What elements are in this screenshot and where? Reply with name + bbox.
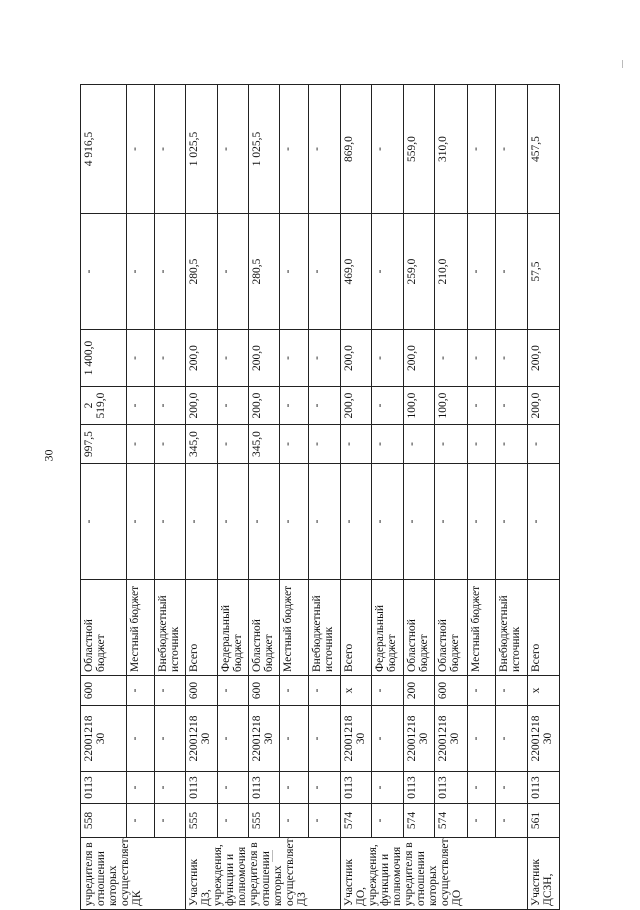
cell-vr: -: [280, 676, 308, 706]
cell-col-2025: -: [467, 214, 495, 330]
cell-col-2023: -: [217, 387, 248, 425]
cell-grbs: 561: [528, 804, 560, 838]
cell-participant: Участник ДСЗН,: [528, 838, 560, 910]
cell-vr: -: [126, 676, 154, 706]
cell-rzpr: 0113: [528, 772, 560, 804]
cell-csr: 22001218 30: [81, 706, 127, 772]
cell-grbs: -: [280, 804, 308, 838]
table-row: [217, 85, 248, 910]
cell-vr: -: [467, 676, 495, 706]
cell-vr: 600: [81, 676, 127, 706]
cell-col-2023: 2 519,0: [81, 387, 127, 425]
cell-vr: -: [154, 676, 185, 706]
cell-vr: -: [495, 676, 528, 706]
cell-grbs: 555: [248, 804, 279, 838]
cell-col-2022: 997,5: [81, 425, 127, 464]
cell-csr: 22001218 30: [403, 706, 434, 772]
cell-col-total: -: [217, 85, 248, 214]
cell-csr: 22001218 30: [186, 706, 217, 772]
cell-col-2022: -: [372, 425, 403, 464]
cell-col-total: 4 916,5: [81, 85, 127, 214]
cell-source: Всего: [528, 580, 560, 676]
cell-col-2025: 280,5: [248, 214, 279, 330]
cell-rzpr: 0113: [341, 772, 372, 804]
cell-col-total: -: [372, 85, 403, 214]
cell-col-2025: 280,5: [186, 214, 217, 330]
cell-grbs: -: [217, 804, 248, 838]
cell-col-2023: -: [308, 387, 341, 425]
cell-csr: -: [372, 706, 403, 772]
cell-vr: 600: [435, 676, 468, 706]
cell-col-total: -: [154, 85, 185, 214]
cell-col-2021: -: [435, 464, 468, 580]
cell-rzpr: -: [495, 772, 528, 804]
cell-vr: 600: [186, 676, 217, 706]
cell-col-2021: -: [81, 464, 127, 580]
cell-csr: -: [308, 706, 341, 772]
cell-csr: 22001218 30: [528, 706, 560, 772]
rotated-table-container: [80, 85, 560, 910]
table-row: [81, 85, 127, 910]
cell-source: Федеральный бюджет: [217, 580, 248, 676]
cell-rzpr: 0113: [248, 772, 279, 804]
cell-source: Внебюджетный источник: [495, 580, 528, 676]
cell-rzpr: -: [467, 772, 495, 804]
cell-grbs: -: [372, 804, 403, 838]
cell-col-2021: -: [495, 464, 528, 580]
cell-col-2023: -: [154, 387, 185, 425]
cell-csr: -: [154, 706, 185, 772]
cell-rzpr: 0113: [186, 772, 217, 804]
cell-col-2021: -: [186, 464, 217, 580]
cell-col-2022: 345,0: [248, 425, 279, 464]
cell-col-2024: -: [126, 330, 154, 387]
cell-col-total: -: [495, 85, 528, 214]
cell-grbs: -: [495, 804, 528, 838]
cell-col-2022: -: [280, 425, 308, 464]
cell-col-2021: -: [248, 464, 279, 580]
cell-col-2021: -: [403, 464, 434, 580]
cell-vr: -: [308, 676, 341, 706]
cell-csr: 22001218 30: [248, 706, 279, 772]
table-row: [280, 85, 308, 910]
cell-col-2022: -: [126, 425, 154, 464]
cell-csr: 22001218 30: [341, 706, 372, 772]
cell-col-2024: -: [154, 330, 185, 387]
cell-col-2025: -: [217, 214, 248, 330]
table-row: [495, 85, 528, 910]
table-row: [154, 85, 185, 910]
cell-vr: -: [372, 676, 403, 706]
cell-grbs: -: [467, 804, 495, 838]
table-row: [467, 85, 495, 910]
cell-participant: учредителя в отношении которых осуществляет ДК: [81, 838, 186, 910]
cell-col-2022: -: [467, 425, 495, 464]
cell-participant: Участник ДЗ, учреждения, функции и полномочия учредителя в отношении которых осуществляет ДЗ: [186, 838, 341, 910]
cell-source: Областной бюджет: [248, 580, 279, 676]
cell-vr: x: [341, 676, 372, 706]
cell-source: Областной бюджет: [403, 580, 434, 676]
cell-col-total: 457,5: [528, 85, 560, 214]
cell-col-2023: 200,0: [341, 387, 372, 425]
cell-col-2025: 259,0: [403, 214, 434, 330]
cell-rzpr: -: [280, 772, 308, 804]
cell-source: Местный бюджет: [467, 580, 495, 676]
cell-col-2021: -: [467, 464, 495, 580]
cell-col-2024: -: [308, 330, 341, 387]
cell-col-2023: 200,0: [248, 387, 279, 425]
cell-source: Внебюджетный источник: [308, 580, 341, 676]
cell-vr: -: [217, 676, 248, 706]
cell-col-2021: -: [154, 464, 185, 580]
table-row: [435, 85, 468, 910]
cell-col-2022: -: [403, 425, 434, 464]
cell-col-2021: -: [126, 464, 154, 580]
scan-artifact: [622, 60, 623, 68]
cell-col-2025: -: [372, 214, 403, 330]
cell-col-2022: -: [495, 425, 528, 464]
cell-grbs: 574: [403, 804, 434, 838]
cell-col-total: 559,0: [403, 85, 434, 214]
cell-col-total: -: [467, 85, 495, 214]
cell-grbs: 555: [186, 804, 217, 838]
table-row: [308, 85, 341, 910]
cell-rzpr: -: [217, 772, 248, 804]
cell-col-2022: 345,0: [186, 425, 217, 464]
cell-rzpr: -: [308, 772, 341, 804]
cell-col-2024: 200,0: [403, 330, 434, 387]
cell-grbs: 558: [81, 804, 127, 838]
cell-csr: -: [217, 706, 248, 772]
table-row: [372, 85, 403, 910]
cell-source: Областной бюджет: [435, 580, 468, 676]
cell-col-2021: -: [280, 464, 308, 580]
cell-col-2023: -: [467, 387, 495, 425]
cell-col-2025: -: [280, 214, 308, 330]
cell-col-2023: 200,0: [528, 387, 560, 425]
cell-col-2025: -: [126, 214, 154, 330]
cell-rzpr: -: [126, 772, 154, 804]
cell-col-2024: -: [495, 330, 528, 387]
table-row: [248, 85, 279, 910]
cell-source: Местный бюджет: [280, 580, 308, 676]
cell-col-2023: -: [280, 387, 308, 425]
cell-col-2024: -: [217, 330, 248, 387]
cell-col-2024: 200,0: [341, 330, 372, 387]
cell-col-2025: 210,0: [435, 214, 468, 330]
table-row: [126, 85, 154, 910]
cell-rzpr: 0113: [81, 772, 127, 804]
cell-col-2025: -: [154, 214, 185, 330]
cell-rzpr: 0113: [403, 772, 434, 804]
cell-vr: x: [528, 676, 560, 706]
cell-source: Федеральный бюджет: [372, 580, 403, 676]
cell-col-2023: 200,0: [186, 387, 217, 425]
cell-col-2023: -: [126, 387, 154, 425]
cell-col-2024: -: [280, 330, 308, 387]
cell-col-2021: -: [528, 464, 560, 580]
cell-source: Внебюджетный источник: [154, 580, 185, 676]
cell-col-total: -: [280, 85, 308, 214]
cell-col-2023: -: [372, 387, 403, 425]
cell-csr: -: [280, 706, 308, 772]
cell-grbs: -: [154, 804, 185, 838]
cell-col-2022: -: [217, 425, 248, 464]
cell-col-total: -: [308, 85, 341, 214]
cell-col-2025: -: [81, 214, 127, 330]
cell-col-2022: -: [528, 425, 560, 464]
cell-col-2021: -: [341, 464, 372, 580]
cell-col-2025: -: [308, 214, 341, 330]
cell-col-2024: 1 400,0: [81, 330, 127, 387]
cell-col-2025: -: [495, 214, 528, 330]
cell-rzpr: -: [154, 772, 185, 804]
cell-source: Всего: [341, 580, 372, 676]
cell-rzpr: -: [372, 772, 403, 804]
cell-col-2025: 469,0: [341, 214, 372, 330]
cell-grbs: 574: [435, 804, 468, 838]
budget-table: [80, 84, 560, 910]
cell-source: Областной бюджет: [81, 580, 127, 676]
cell-col-2024: 200,0: [186, 330, 217, 387]
cell-col-total: 869,0: [341, 85, 372, 214]
table-row: [403, 85, 434, 910]
cell-csr: 22001218 30: [435, 706, 468, 772]
cell-col-total: 310,0: [435, 85, 468, 214]
cell-col-2022: -: [154, 425, 185, 464]
cell-vr: 200: [403, 676, 434, 706]
cell-col-2023: -: [495, 387, 528, 425]
cell-grbs: -: [308, 804, 341, 838]
cell-col-2021: -: [372, 464, 403, 580]
cell-col-2024: 200,0: [528, 330, 560, 387]
cell-col-2025: 57,5: [528, 214, 560, 330]
cell-source: Местный бюджет: [126, 580, 154, 676]
cell-col-2024: -: [467, 330, 495, 387]
cell-grbs: 574: [341, 804, 372, 838]
page-number: 30: [41, 449, 56, 462]
cell-col-total: 1 025,5: [248, 85, 279, 214]
cell-vr: 600: [248, 676, 279, 706]
table-row: [186, 85, 217, 910]
cell-participant: Участник ДО, учреждения, функции и полномочия учредителя в отношении которых осуществляет ДО: [341, 838, 528, 910]
cell-col-2022: -: [308, 425, 341, 464]
cell-col-2024: -: [435, 330, 468, 387]
cell-csr: -: [495, 706, 528, 772]
cell-csr: -: [467, 706, 495, 772]
cell-csr: -: [126, 706, 154, 772]
cell-rzpr: 0113: [435, 772, 468, 804]
cell-col-2022: -: [341, 425, 372, 464]
cell-col-2024: 200,0: [248, 330, 279, 387]
table-row: [341, 85, 372, 910]
table-row: [528, 85, 560, 910]
cell-col-2021: -: [217, 464, 248, 580]
cell-col-2022: -: [435, 425, 468, 464]
cell-grbs: -: [126, 804, 154, 838]
cell-col-total: -: [126, 85, 154, 214]
cell-col-2023: 100,0: [403, 387, 434, 425]
cell-col-2021: -: [308, 464, 341, 580]
cell-col-2023: 100,0: [435, 387, 468, 425]
cell-col-2024: -: [372, 330, 403, 387]
cell-col-total: 1 025,5: [186, 85, 217, 214]
cell-source: Всего: [186, 580, 217, 676]
